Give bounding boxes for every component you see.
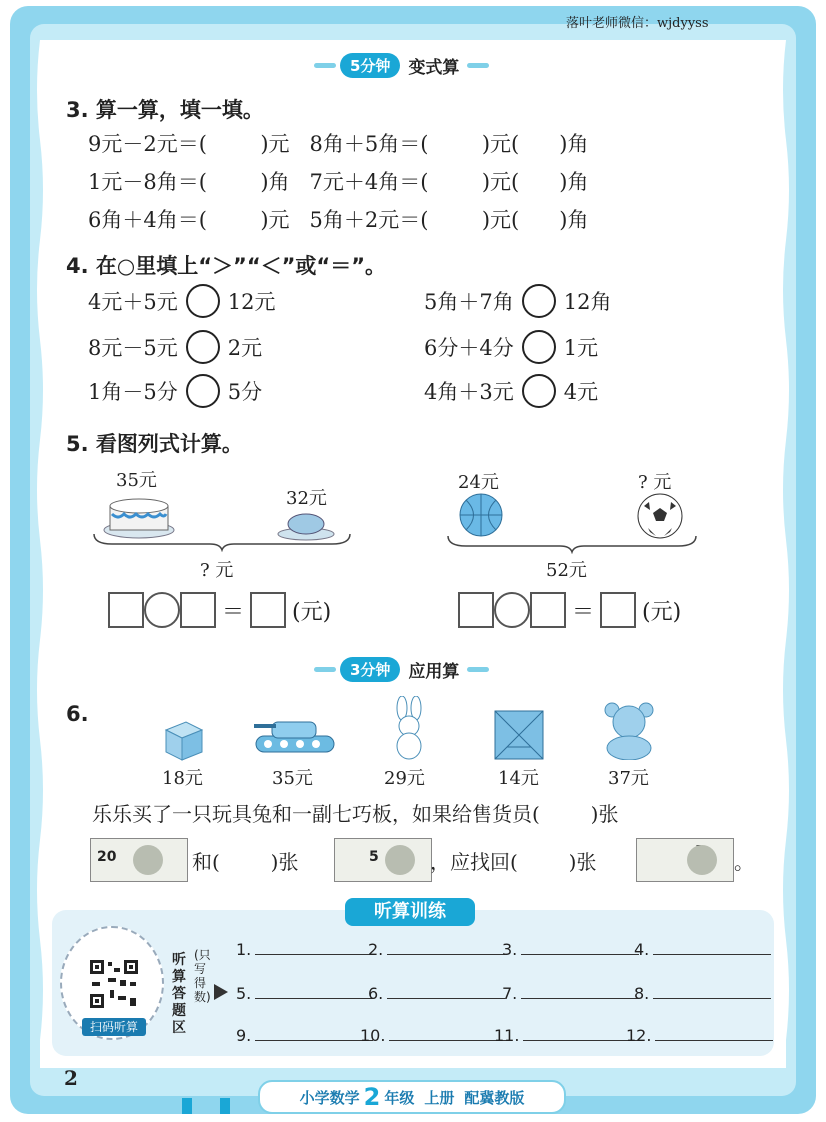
answer-line[interactable]: 10. (360, 1026, 507, 1045)
arrow-right-icon (214, 984, 228, 1000)
toy-price: 37元 (608, 768, 649, 789)
portrait (385, 845, 415, 875)
answer-circle[interactable] (186, 374, 220, 408)
compare-item: 6分＋4分 1元 (424, 330, 598, 364)
rabbit-icon (386, 696, 432, 762)
right-brace (446, 534, 698, 554)
decor-block (220, 1098, 230, 1114)
q6-text-return: ，应找回( )张 (430, 850, 597, 874)
answer-circle[interactable] (522, 284, 556, 318)
section-header-2 (314, 656, 489, 682)
answer-line[interactable]: 1. (236, 940, 373, 959)
question-4-title: 4. 在○里填上“＞”“＜”或“＝”。 (66, 254, 387, 278)
q3-row-2: 1元－8角＝( )角 7元＋4角＝( )元( )角 (88, 170, 589, 194)
page-number: 2 (64, 1066, 78, 1090)
answer-box[interactable] (250, 592, 286, 628)
compare-item: 5角＋7角 12角 (424, 284, 611, 318)
answer-line[interactable]: 12. (626, 1026, 773, 1045)
tank-icon (254, 710, 336, 758)
answer-line[interactable]: 7. (502, 984, 639, 1003)
cake-price: 35元 (116, 470, 157, 491)
compare-item: 1角－5分 5分 (88, 374, 262, 408)
answer-circle[interactable] (522, 374, 556, 408)
portrait (133, 845, 163, 875)
listening-title: 听算训练 (345, 898, 475, 926)
portrait (687, 845, 717, 875)
compare-item: 8元－5元 2元 (88, 330, 262, 364)
qr-code-icon[interactable] (88, 958, 140, 1010)
answer-area-label: 听算答题区 (172, 952, 186, 1036)
left-brace (92, 532, 352, 552)
answer-area-note: (只写得数) (194, 948, 211, 1004)
teddy-bear-icon (600, 700, 658, 760)
answer-line[interactable]: 5. (236, 984, 373, 1003)
question-3-title: 3. 算一算，填一填。 (66, 98, 264, 122)
left-equation: ＝ (元) (108, 592, 331, 628)
answer-circle[interactable] (186, 330, 220, 364)
answer-line[interactable]: 8. (634, 984, 771, 1003)
answer-circle[interactable] (186, 284, 220, 318)
answer-line[interactable]: 9. (236, 1026, 373, 1045)
answer-box[interactable] (458, 592, 494, 628)
answer-line[interactable]: 6. (368, 984, 505, 1003)
q3-row-3: 6角＋4角＝( )元 5角＋2元＝( )元( )角 (88, 208, 589, 232)
toy-price: 29元 (384, 768, 425, 789)
toy-price: 18元 (162, 768, 203, 789)
football-price: ? 元 (638, 472, 672, 493)
section-title: 变式算 (408, 57, 460, 78)
compare-item: 4角＋3元 4元 (424, 374, 598, 408)
section-time-tag: 5分钟 (340, 53, 400, 78)
q3-row-1: 9元－2元＝( )元 8角＋5角＝( )元( )角 (88, 132, 589, 156)
question-6-number: 6. (66, 702, 89, 726)
watermark: 落叶老师微信：wjdyyss (566, 16, 709, 31)
q6-text-and: 和( )张 (192, 850, 299, 874)
section-header-1 (314, 52, 489, 78)
answer-line[interactable]: 11. (494, 1026, 641, 1045)
answer-line[interactable]: 3. (502, 940, 639, 959)
footer-banner: 小学数学 2 年级 上册 配冀教版 (258, 1080, 566, 1114)
chicken-price: 32元 (286, 488, 327, 509)
answer-box[interactable] (108, 592, 144, 628)
right-total: 52元 (546, 560, 587, 581)
tangram-icon (494, 710, 544, 760)
right-equation: ＝ (元) (458, 592, 681, 628)
football-icon (636, 492, 684, 540)
compare-item: 4元＋5元 12元 (88, 284, 275, 318)
answer-line[interactable]: 2. (368, 940, 505, 959)
scan-label: 扫码听算 (82, 1018, 146, 1036)
section-title: 应用算 (408, 661, 460, 682)
basketball-price: 24元 (458, 472, 499, 493)
banknote-1 (636, 838, 734, 882)
answer-box[interactable] (600, 592, 636, 628)
toy-price: 35元 (272, 768, 313, 789)
answer-box[interactable] (180, 592, 216, 628)
section-time-tag: 3分钟 (340, 657, 400, 682)
rubiks-cube-icon (162, 718, 206, 762)
q6-text-end: 。 (734, 850, 754, 874)
decor-block (182, 1098, 192, 1114)
question-5-title: 5. 看图列式计算。 (66, 432, 243, 456)
operator-circle[interactable] (494, 592, 530, 628)
answer-line[interactable]: 4. (634, 940, 771, 959)
answer-circle[interactable] (522, 330, 556, 364)
q6-text-line1: 乐乐买了一只玩具兔和一副七巧板，如果给售货员( )张 (92, 802, 619, 826)
operator-circle[interactable] (144, 592, 180, 628)
answer-box[interactable] (530, 592, 566, 628)
left-total: ? 元 (200, 560, 234, 581)
banknote-20: 20 (90, 838, 188, 882)
basketball-icon (458, 492, 504, 538)
toy-price: 14元 (498, 768, 539, 789)
banknote-5: 5 (334, 838, 432, 882)
